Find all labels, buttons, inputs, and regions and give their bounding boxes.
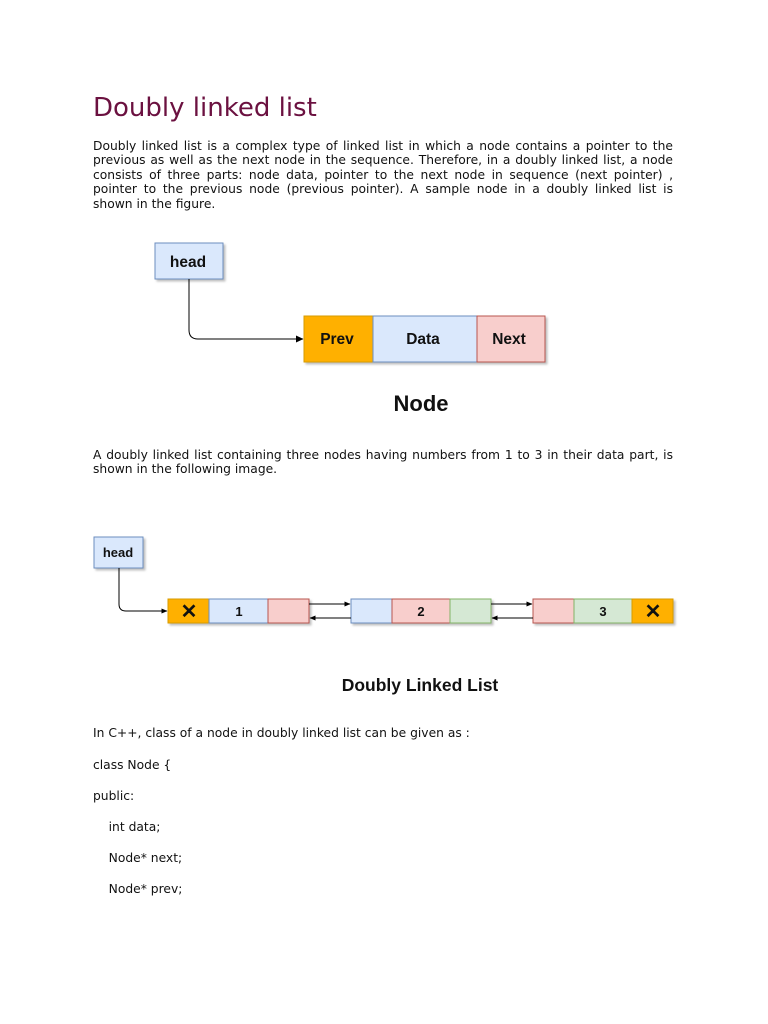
list-node-3-prev-cell (533, 599, 574, 623)
node-data-label: Data (406, 331, 440, 348)
node-figure-head-label: head (169, 254, 207, 271)
page-title: Doubly linked list (93, 93, 317, 123)
list-figure-head-arrow (119, 568, 167, 611)
code-line-prev: Node* prev; (93, 882, 183, 896)
cpp-intro-text: In C++, class of a node in doubly linked list can be given as : (93, 726, 470, 740)
list-node-1-null-marker: ✕ (180, 601, 198, 623)
list-description: A doubly linked list containing three nodes having numbers from 1 to 3 in their data part, is shown in the following image. (93, 448, 673, 477)
list-figure-caption: Doubly Linked List (341, 675, 499, 695)
list-node-2-next-cell (450, 599, 491, 623)
code-line-data: int data; (93, 820, 161, 834)
list-node-1-value: 1 (235, 604, 243, 619)
list-node-2-value: 2 (417, 604, 425, 619)
code-line-class: class Node { (93, 758, 172, 772)
code-line-next: Node* next; (93, 851, 183, 865)
node-prev-label: Prev (320, 331, 354, 348)
list-node-1-next-cell (268, 599, 309, 623)
list-node-3-null-marker: ✕ (644, 601, 662, 623)
list-node-2-prev-cell (351, 599, 392, 623)
list-figure-head-box (94, 537, 143, 568)
node-next-label: Next (492, 331, 526, 348)
intro-paragraph: Doubly linked list is a complex type of linked list in which a node contains a pointer to the previous as well as the next node in the sequence. Therefore, in a doubly linked list, a node consists of three parts: node data, pointer to the next node in sequence (next pointer) , pointer to the previous node (previous pointer). A sample node in a doubly linked list is shown in the figure. (93, 139, 673, 211)
code-line-public: public: (93, 789, 135, 803)
list-figure-head-label: head (102, 545, 134, 560)
list-node-3-value: 3 (599, 604, 607, 619)
node-figure-caption: Node (393, 391, 449, 416)
